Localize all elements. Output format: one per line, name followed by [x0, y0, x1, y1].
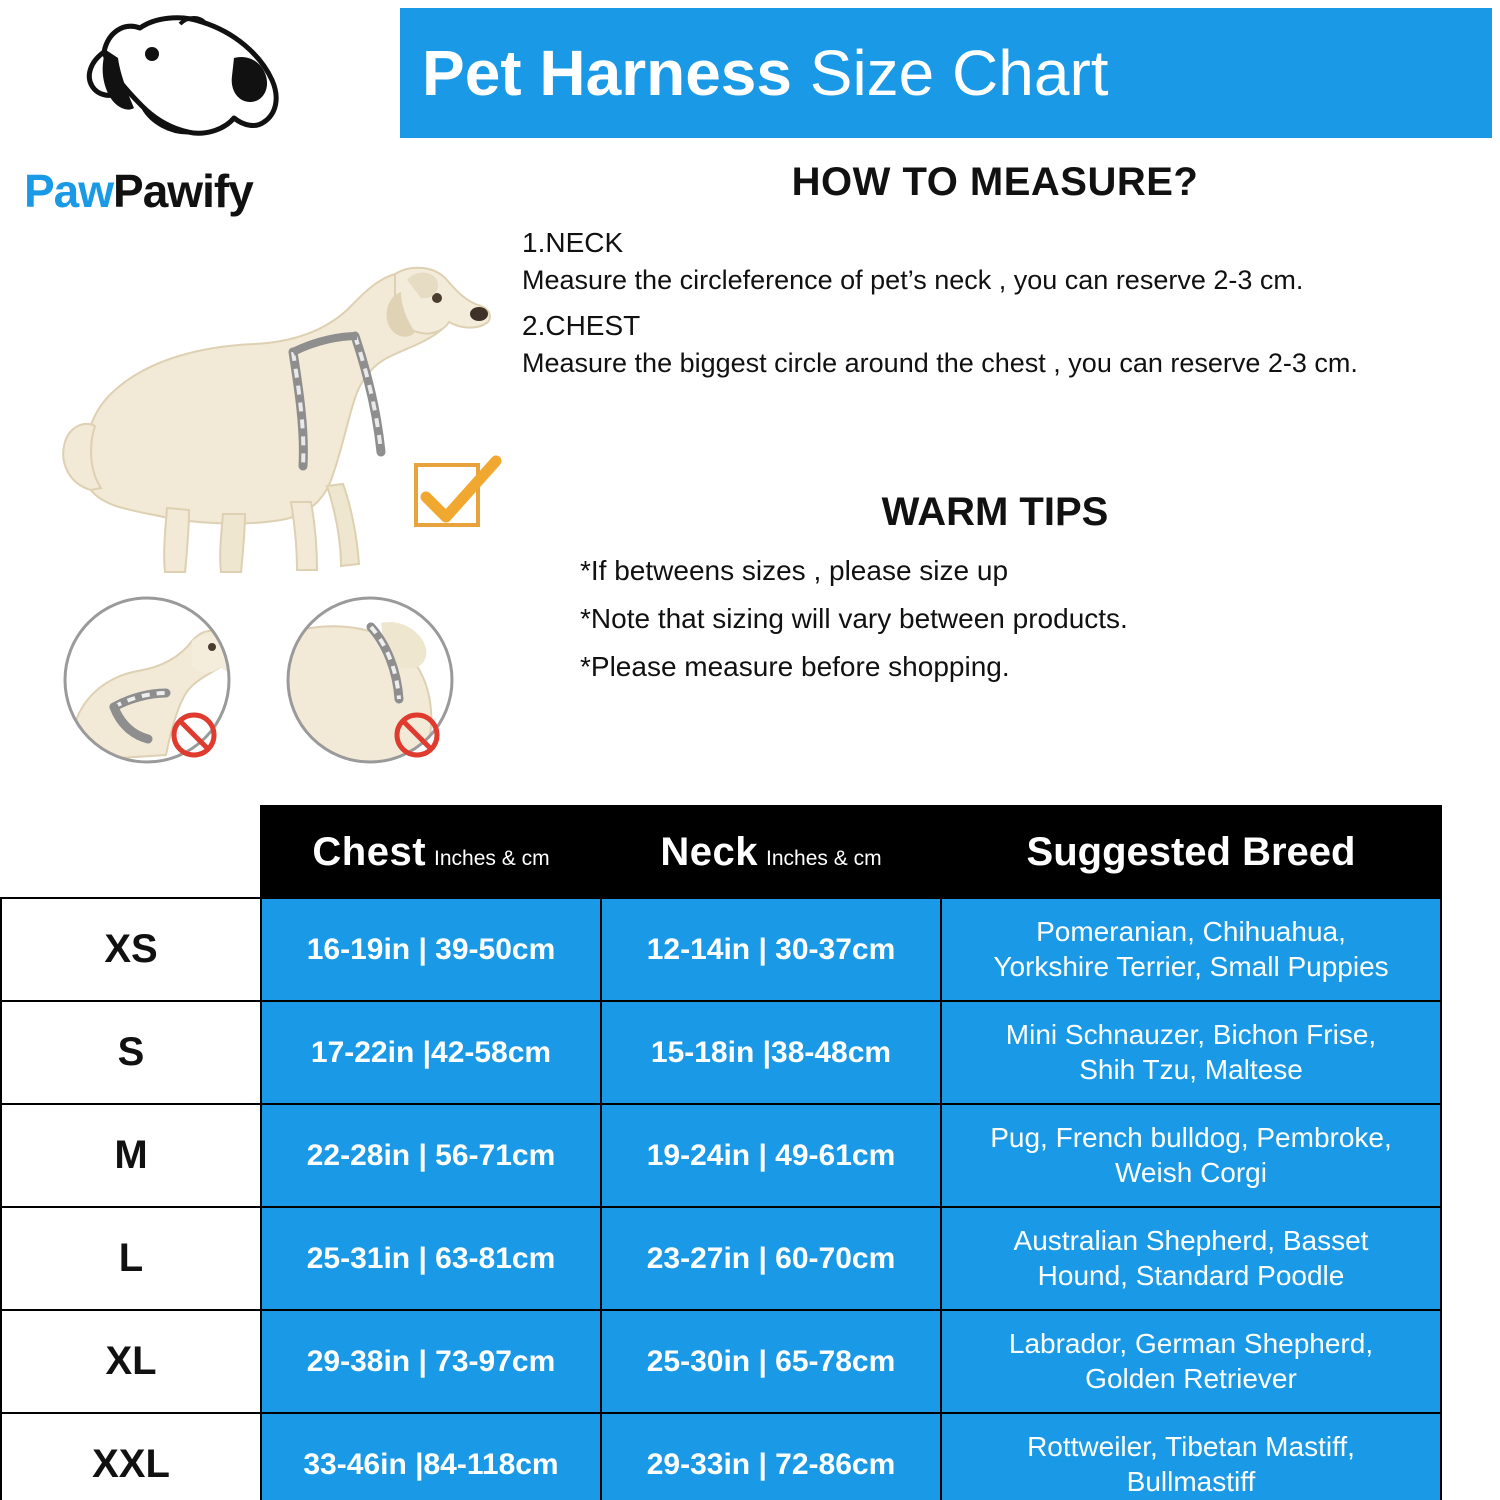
table-row — [1, 1001, 1441, 1104]
table-header-row — [1, 806, 1441, 898]
cell-breed-line: Pomeranian, Chihuahua, — [1036, 916, 1346, 948]
orange-checkmark-icon — [412, 455, 502, 535]
header-breed-label: Suggested Breed — [1026, 829, 1356, 874]
page-title-bold: Pet Harness — [422, 37, 792, 109]
table-row — [1, 898, 1441, 1001]
cell-chest: 16-19in | 39-50cm — [261, 898, 601, 1001]
cell-breed-line: Australian Shepherd, Basset — [1013, 1225, 1369, 1257]
dog-harness-too-low-photo — [62, 595, 232, 765]
warm-tip-line: *Please measure before shopping. — [580, 651, 1010, 682]
cell-breed — [941, 1413, 1441, 1500]
cell-breed — [941, 1001, 1441, 1104]
cell-neck: 23-27in | 60-70cm — [601, 1207, 941, 1310]
cell-neck: 15-18in |38-48cm — [601, 1001, 941, 1104]
header-cell-size — [1, 806, 261, 898]
size-chart-table — [0, 805, 1442, 1500]
how-to-measure-section — [500, 160, 1490, 393]
cell-chest: 29-38in | 73-97cm — [261, 1310, 601, 1413]
warm-tips-heading: WARM TIPS — [881, 490, 1109, 534]
brand-name — [24, 164, 253, 218]
cell-size: XS — [1, 898, 261, 1001]
table-row — [1, 1413, 1441, 1500]
brand-name-part1: Paw — [24, 165, 114, 217]
cell-chest: 25-31in | 63-81cm — [261, 1207, 601, 1310]
page-title-light: Size Chart — [791, 37, 1109, 109]
cell-breed-line: Yorkshire Terrier, Small Puppies — [993, 950, 1389, 982]
warm-tip-line: *Note that sizing will vary between products. — [580, 603, 1128, 634]
measure-item-label-chest: 2.CHEST — [522, 310, 641, 341]
how-to-measure-heading: HOW TO MEASURE? — [791, 160, 1199, 204]
page-title — [422, 37, 1109, 109]
cell-breed-line: Pug, French bulldog, Pembroke, — [990, 1122, 1392, 1154]
cell-breed — [941, 898, 1441, 1001]
cell-size: S — [1, 1001, 261, 1104]
header-cell-neck — [601, 806, 941, 898]
cell-chest: 33-46in |84-118cm — [261, 1413, 601, 1500]
header-bar — [400, 8, 1492, 138]
cell-breed-line: Shih Tzu, Maltese — [1079, 1053, 1303, 1085]
header-neck-label: Neck — [660, 829, 759, 874]
cell-breed — [941, 1207, 1441, 1310]
cell-breed-line: Labrador, German Shepherd, — [1008, 1328, 1374, 1360]
cell-neck: 25-30in | 65-78cm — [601, 1310, 941, 1413]
table-row — [1, 1104, 1441, 1207]
header-cell-breed — [941, 806, 1441, 898]
cell-breed-line: Weish Corgi — [1115, 1156, 1267, 1188]
cell-neck: 12-14in | 30-37cm — [601, 898, 941, 1001]
cell-size: L — [1, 1207, 261, 1310]
table-row — [1, 1207, 1441, 1310]
cell-breed — [941, 1104, 1441, 1207]
measure-item-text-chest: Measure the biggest circle around the chest , you can reserve 2-3 cm. — [522, 348, 1358, 378]
cell-breed — [941, 1310, 1441, 1413]
brand-name-part2: Pawify — [113, 165, 253, 217]
cell-breed-line: Rottweiler, Tibetan Mastiff, — [1027, 1431, 1355, 1463]
cell-size: XXL — [1, 1413, 261, 1500]
dog-harness-too-tight-photo — [285, 595, 455, 765]
warm-tip-line: *If betweens sizes , please size up — [580, 555, 1009, 586]
cell-size: M — [1, 1104, 261, 1207]
warm-tips-section — [500, 490, 1490, 699]
cell-size: XL — [1, 1310, 261, 1413]
measure-item-text-neck: Measure the circleference of pet’s neck , you can reserve 2-3 cm. — [522, 265, 1304, 295]
header-chest-unit: Inches & cm — [434, 846, 550, 870]
header-chest-label: Chest — [312, 829, 427, 874]
cell-neck: 29-33in | 72-86cm — [601, 1413, 941, 1500]
table-row — [1, 1310, 1441, 1413]
dog-head-icon — [84, 14, 314, 164]
cell-breed-line: Hound, Standard Poodle — [1037, 1259, 1345, 1291]
cell-chest: 22-28in | 56-71cm — [261, 1104, 601, 1207]
cell-breed-line: Mini Schnauzer, Bichon Frise, — [1005, 1019, 1377, 1051]
cell-chest: 17-22in |42-58cm — [261, 1001, 601, 1104]
measure-item-label-neck: 1.NECK — [522, 227, 624, 258]
header-neck-unit: Inches & cm — [766, 846, 882, 870]
cell-breed-line: Bullmastiff — [1126, 1465, 1256, 1497]
brand-logo — [14, 14, 394, 224]
cell-neck: 19-24in | 49-61cm — [601, 1104, 941, 1207]
header-cell-chest — [261, 806, 601, 898]
cell-breed-line: Golden Retriever — [1085, 1362, 1297, 1394]
